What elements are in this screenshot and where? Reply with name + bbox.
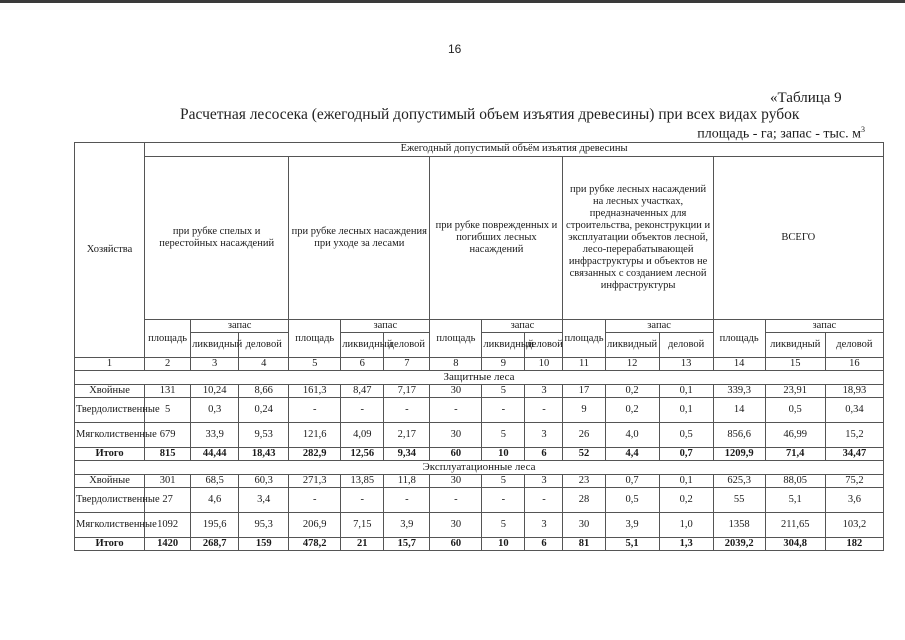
table-cell: 0,2: [659, 487, 713, 512]
units-text: площадь - га; запас - тыс. м: [697, 126, 861, 142]
table-label: «Таблица 9: [770, 90, 842, 106]
header-liquid-2: ликвидный: [341, 333, 384, 358]
table-cell: 3: [525, 422, 563, 447]
column-number: 2: [145, 358, 191, 371]
column-number: 14: [713, 358, 765, 371]
table-cell: 68,5: [191, 474, 239, 487]
table-cell: 13,85: [341, 474, 384, 487]
table-cell: 9,53: [239, 422, 289, 447]
table-cell: 301: [145, 474, 191, 487]
table-cell: -: [482, 487, 525, 512]
column-number: 13: [659, 358, 713, 371]
column-number: 11: [563, 358, 605, 371]
total-cell: 81: [563, 537, 605, 550]
header-infrastructure-felling: при рубке лесных насаждений на лесных участках, предназначенных для строительства, реконструкции и эксплуатации объектов лесной, лесо-перерабатывающей инфраструктуры и объектов не связанных с созданием лесной инфраструктуры: [563, 157, 713, 320]
table-row: [75, 474, 884, 487]
row-name: Твердолиственные: [75, 487, 145, 512]
table-cell: 23,91: [765, 384, 825, 397]
table-cell: 0,3: [191, 397, 239, 422]
table-cell: 3,6: [825, 487, 883, 512]
table-cell: 9: [563, 397, 605, 422]
row-name: Мягколиственные: [75, 422, 145, 447]
total-cell: 21: [341, 537, 384, 550]
total-cell: 71,4: [765, 447, 825, 460]
table-cell: 0,1: [659, 384, 713, 397]
header-business-1: деловой: [239, 333, 289, 358]
section-title: Эксплуатационные леса: [75, 460, 884, 474]
table-cell: 10,24: [191, 384, 239, 397]
header-farm: Хозяйства: [75, 143, 145, 358]
total-cell: 15,7: [384, 537, 430, 550]
total-cell: 44,44: [191, 447, 239, 460]
header-mature-felling: при рубке спелых и перестойных насаждений: [145, 157, 289, 320]
table-cell: 7,15: [341, 512, 384, 537]
table-cell: 28: [563, 487, 605, 512]
total-cell: 5,1: [605, 537, 659, 550]
total-cell: 12,56: [341, 447, 384, 460]
table-cell: 0,1: [659, 474, 713, 487]
table-cell: -: [289, 397, 341, 422]
header-care-felling: при рубке лесных насаждения при уходе за лесами: [289, 157, 430, 320]
table-cell: 3: [525, 474, 563, 487]
total-label: Итого: [75, 537, 145, 550]
total-cell: 478,2: [289, 537, 341, 550]
total-row: [75, 537, 884, 550]
total-cell: 9,34: [384, 447, 430, 460]
table-cell: 0,2: [605, 384, 659, 397]
row-name: Твердолиственные: [75, 397, 145, 422]
table-row: [75, 384, 884, 397]
total-cell: 18,43: [239, 447, 289, 460]
table-cell: 23: [563, 474, 605, 487]
table-cell: 26: [563, 422, 605, 447]
header-business-4: деловой: [659, 333, 713, 358]
table-cell: 60,3: [239, 474, 289, 487]
total-label: Итого: [75, 447, 145, 460]
section-title: Защитные леса: [75, 371, 884, 385]
header-area-2: площадь: [289, 320, 341, 358]
table-cell: 103,2: [825, 512, 883, 537]
header-area-4: площадь: [563, 320, 605, 358]
total-cell: 2039,2: [713, 537, 765, 550]
table-cell: 30: [563, 512, 605, 537]
table-cell: 5: [482, 384, 525, 397]
column-number-row: [75, 358, 884, 371]
header-stock-3: запас: [482, 320, 563, 333]
total-cell: 10: [482, 537, 525, 550]
column-number: 3: [191, 358, 239, 371]
table-cell: -: [430, 397, 482, 422]
table-cell: 30: [430, 512, 482, 537]
total-cell: 52: [563, 447, 605, 460]
table-cell: -: [289, 487, 341, 512]
column-number: 8: [430, 358, 482, 371]
table-cell: 30: [430, 422, 482, 447]
table-cell: 11,8: [384, 474, 430, 487]
section-row: [75, 371, 884, 385]
table-cell: 7,17: [384, 384, 430, 397]
column-number: 10: [525, 358, 563, 371]
column-number: 5: [289, 358, 341, 371]
table-cell: 14: [713, 397, 765, 422]
page-number: 16: [448, 42, 462, 56]
table-row: [75, 487, 884, 512]
table-cell: 0,2: [605, 397, 659, 422]
table-cell: 3: [525, 384, 563, 397]
header-business-3: деловой: [525, 333, 563, 358]
table-cell: 0,5: [659, 422, 713, 447]
total-row: [75, 447, 884, 460]
header-stock-2: запас: [341, 320, 430, 333]
total-cell: 159: [239, 537, 289, 550]
harvest-table: [74, 142, 884, 551]
table-cell: 1,0: [659, 512, 713, 537]
table-cell: -: [525, 487, 563, 512]
header-damaged-felling: при рубке поврежденных и погибших лесных насаждений: [430, 157, 563, 320]
table-cell: 17: [563, 384, 605, 397]
total-cell: 0,7: [659, 447, 713, 460]
table-cell: 55: [713, 487, 765, 512]
total-cell: 1,3: [659, 537, 713, 550]
table-row: [75, 397, 884, 422]
table-cell: 4,6: [191, 487, 239, 512]
header-stock-5: запас: [765, 320, 883, 333]
header-stock-4: запас: [605, 320, 713, 333]
total-cell: 60: [430, 537, 482, 550]
column-number: 7: [384, 358, 430, 371]
table-cell: -: [384, 487, 430, 512]
table-cell: 33,9: [191, 422, 239, 447]
table-row: [75, 512, 884, 537]
table-cell: 0,7: [605, 474, 659, 487]
table-row: [75, 422, 884, 447]
table-cell: 95,3: [239, 512, 289, 537]
table-cell: -: [430, 487, 482, 512]
total-cell: 815: [145, 447, 191, 460]
total-cell: 6: [525, 537, 563, 550]
total-cell: 10: [482, 447, 525, 460]
table-cell: -: [525, 397, 563, 422]
total-cell: 4,4: [605, 447, 659, 460]
header-liquid-3: ликвидный: [482, 333, 525, 358]
column-number: 9: [482, 358, 525, 371]
table-cell: 206,9: [289, 512, 341, 537]
table-cell: 161,3: [289, 384, 341, 397]
header-business-5: деловой: [825, 333, 883, 358]
header-liquid-4: ликвидный: [605, 333, 659, 358]
column-number: 12: [605, 358, 659, 371]
row-name: Хвойные: [75, 474, 145, 487]
table-cell: 0,24: [239, 397, 289, 422]
total-cell: 282,9: [289, 447, 341, 460]
table-cell: 2,17: [384, 422, 430, 447]
table-cell: 30: [430, 474, 482, 487]
total-cell: 34,47: [825, 447, 883, 460]
total-cell: 60: [430, 447, 482, 460]
header-liquid-1: ликвидный: [191, 333, 239, 358]
total-cell: 1420: [145, 537, 191, 550]
table-cell: 8,47: [341, 384, 384, 397]
table-cell: 339,3: [713, 384, 765, 397]
table-cell: 195,6: [191, 512, 239, 537]
total-cell: 304,8: [765, 537, 825, 550]
table-cell: 5: [145, 397, 191, 422]
table-cell: 5,1: [765, 487, 825, 512]
table-cell: 46,99: [765, 422, 825, 447]
units-superscript: 3: [861, 125, 865, 134]
table-cell: 18,93: [825, 384, 883, 397]
page-top-border: [0, 0, 905, 3]
table-cell: 3,9: [384, 512, 430, 537]
table-cell: 5: [482, 512, 525, 537]
table-cell: 856,6: [713, 422, 765, 447]
header-business-2: деловой: [384, 333, 430, 358]
table-cell: 5: [482, 474, 525, 487]
table-cell: 5: [482, 422, 525, 447]
column-number: 6: [341, 358, 384, 371]
section-row: [75, 460, 884, 474]
total-cell: 6: [525, 447, 563, 460]
row-name: Хвойные: [75, 384, 145, 397]
table-cell: 3,4: [239, 487, 289, 512]
table-cell: 121,6: [289, 422, 341, 447]
document-title: Расчетная лесосека (ежегодный допустимый объем изъятия древесины) при всех видах рубок: [180, 106, 800, 123]
header-area-3: площадь: [430, 320, 482, 358]
column-number: 16: [825, 358, 883, 371]
table-cell: 4,09: [341, 422, 384, 447]
table-cell: 679: [145, 422, 191, 447]
header-stock-1: запас: [191, 320, 289, 333]
table-cell: 15,2: [825, 422, 883, 447]
table-cell: 0,1: [659, 397, 713, 422]
total-cell: 1209,9: [713, 447, 765, 460]
header-group: Ежегодный допустимый объём изъятия древесины: [145, 143, 884, 157]
table-cell: 131: [145, 384, 191, 397]
table-cell: 625,3: [713, 474, 765, 487]
table-cell: 8,66: [239, 384, 289, 397]
table-cell: 3: [525, 512, 563, 537]
row-name: Мягколиственные: [75, 512, 145, 537]
table-cell: 27: [145, 487, 191, 512]
units-note: [697, 125, 865, 143]
table-cell: 0,5: [765, 397, 825, 422]
table-cell: 1092: [145, 512, 191, 537]
header-liquid-5: ликвидный: [765, 333, 825, 358]
header-area-5: площадь: [713, 320, 765, 358]
table-cell: 30: [430, 384, 482, 397]
table-cell: 1358: [713, 512, 765, 537]
table-cell: -: [384, 397, 430, 422]
column-number: 1: [75, 358, 145, 371]
header-total: ВСЕГО: [713, 157, 883, 320]
column-number: 4: [239, 358, 289, 371]
table-cell: 0,5: [605, 487, 659, 512]
table-cell: 3,9: [605, 512, 659, 537]
header-area-1: площадь: [145, 320, 191, 358]
table-cell: 75,2: [825, 474, 883, 487]
table-cell: 88,05: [765, 474, 825, 487]
table-cell: 271,3: [289, 474, 341, 487]
total-cell: 268,7: [191, 537, 239, 550]
table-cell: 0,34: [825, 397, 883, 422]
table-cell: 211,65: [765, 512, 825, 537]
table-cell: -: [482, 397, 525, 422]
table-cell: -: [341, 397, 384, 422]
table-cell: -: [341, 487, 384, 512]
total-cell: 182: [825, 537, 883, 550]
column-number: 15: [765, 358, 825, 371]
table-cell: 4,0: [605, 422, 659, 447]
